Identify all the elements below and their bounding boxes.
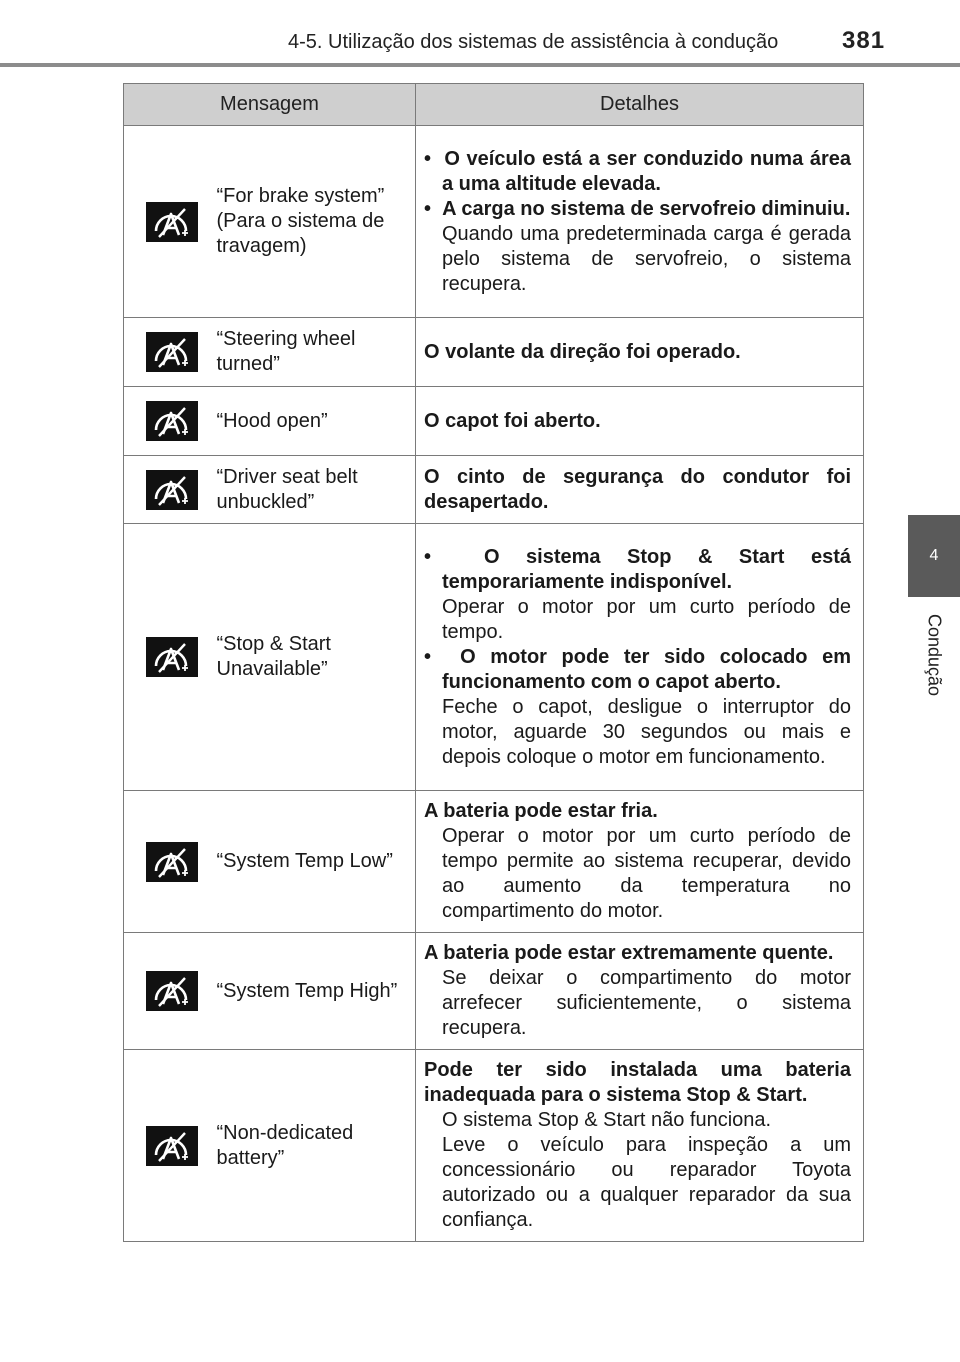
message-text: “Steering wheel turned”: [209, 318, 416, 387]
header-divider: [0, 63, 960, 67]
message-text: “Driver seat belt unbuckled”: [209, 456, 416, 524]
message-text: “Non-dedicated battery”: [209, 1050, 416, 1242]
message-text: “For brake system” (Para o sistema de travagem): [209, 126, 416, 318]
page-number: 381: [842, 27, 886, 54]
table-row: [124, 456, 864, 524]
message-text: “Stop & Start Unavailable”: [209, 524, 416, 791]
message-text: “System Temp High”: [209, 933, 416, 1050]
table-row: [124, 126, 864, 318]
column-header-details: Detalhes: [416, 84, 864, 126]
table-row: [124, 387, 864, 456]
table-row: [124, 1050, 864, 1242]
detail-text: A bateria pode estar extremamente quente. Se deixar o compartimento do motor arrefecer suficientemente, o sistema recupera.: [416, 933, 864, 1050]
table-row: [124, 524, 864, 791]
table-header-row: [124, 84, 864, 126]
stop-start-warning-icon: [146, 637, 198, 677]
detail-text: O cinto de segurança do condutor foi desapertado.: [416, 456, 864, 524]
detail-text: • O veículo está a ser conduzido numa área a uma altitude elevada. • A carga no sistema de servofreio diminuiu. Quando uma predeterminada carga é gerada pelo sistema de servofreio, o sistema recupera.: [416, 126, 864, 318]
stop-start-warning-icon: [146, 202, 198, 242]
message-text: “Hood open”: [209, 387, 416, 456]
stop-start-warning-icon: [146, 332, 198, 372]
chapter-number: 4: [929, 547, 939, 564]
stop-start-warning-icon: [146, 971, 198, 1011]
stop-start-warning-icon: [146, 1126, 198, 1166]
detail-text: Pode ter sido instalada uma bateria inadequada para o sistema Stop & Start. O sistema Stop & Start não funciona. Leve o veículo para inspeção a um concessionário ou reparador Toyota autorizado ou a qualquer reparador da sua confiança.: [416, 1050, 864, 1242]
detail-text: O capot foi aberto.: [416, 387, 864, 456]
stop-start-warning-icon: [146, 401, 198, 441]
section-title: 4-5. Utilização dos sistemas de assistência à condução: [288, 31, 779, 53]
stop-start-warning-icon: [146, 470, 198, 510]
detail-text: A bateria pode estar fria. Operar o motor por um curto período de tempo permite ao sistema recuperar, devido ao aumento da temperatura no compartimento do motor.: [416, 791, 864, 933]
messages-table: [123, 83, 864, 1242]
detail-text: • O sistema Stop & Start está temporariamente indisponível. Operar o motor por um curto período de tempo. • O motor pode ter sido colocado em funcionamento com o capot aberto. Feche o capot, desligue o interruptor do motor, aguarde 30 segundos ou mais e depois coloque o motor em funcionamento.: [416, 524, 864, 791]
stop-start-warning-icon: [146, 842, 198, 882]
column-header-message: Mensagem: [124, 84, 416, 126]
chapter-label: Condução: [924, 613, 945, 697]
message-text: “System Temp Low”: [209, 791, 416, 933]
table-row: [124, 933, 864, 1050]
table-row: [124, 791, 864, 933]
detail-text: O volante da direção foi operado.: [416, 318, 864, 387]
chapter-tab[interactable]: [908, 515, 960, 597]
table-row: [124, 318, 864, 387]
